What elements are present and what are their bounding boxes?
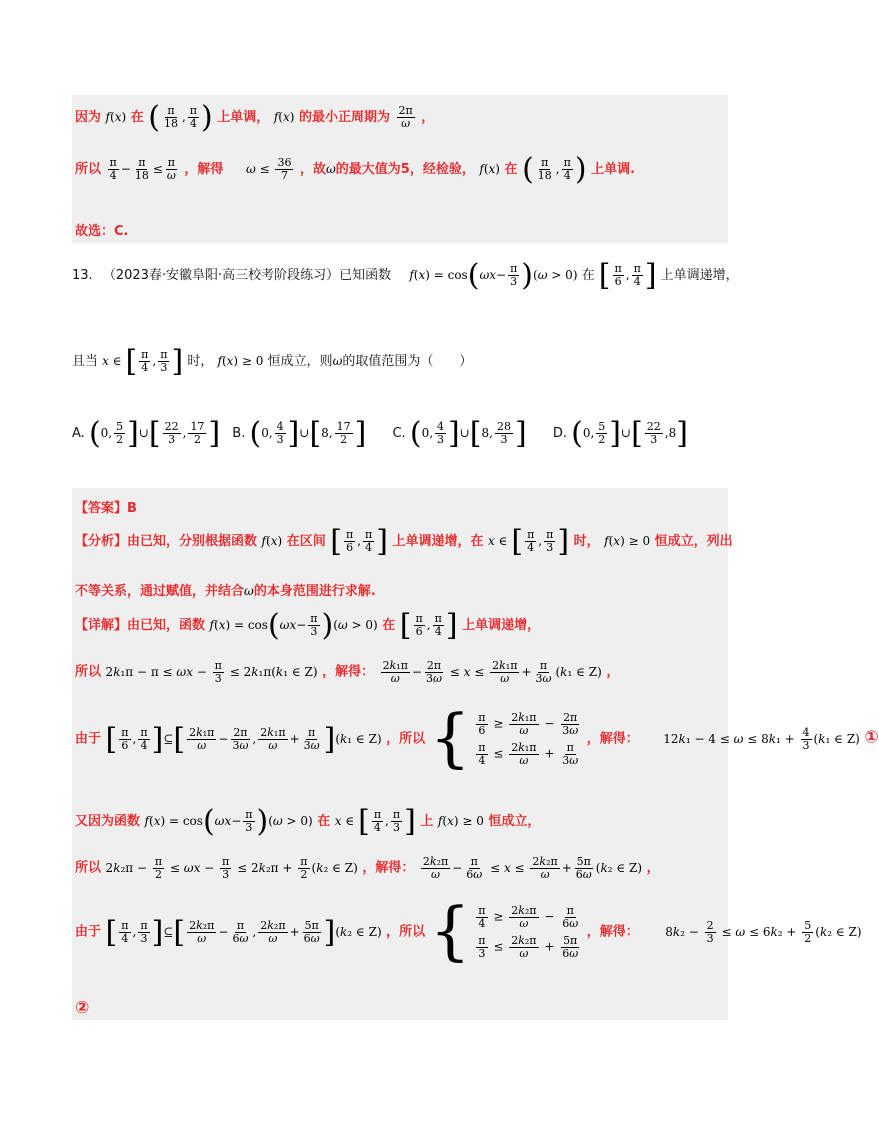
question-13-line-1: 13. （2023春·安徽阜阳·高三校考阶段练习）已知函数 f(x) = cos(ωx− $\frac{\pi}{3}$ )(ω > 0) 在 [ $\frac{\pi}{6}$ , $\frac{\pi}{4}$ ] 上单调递增， (72, 258, 739, 293)
option-a: A. (0, $\frac{5}{2}$ ]∪[ $\frac{22}{3}$ , $\frac{17}{2}$ ] (72, 416, 221, 451)
circle-2-marker: ② (75, 998, 90, 1018)
detail-line-3: 由于 [ $\frac{\pi}{6}$ , $\frac{\pi}{4}$ ]⊆[ $\frac{\text{2k₁π}}{\omega}$ − $\frac{2\pi}{3\omega}$ , $\frac{\text{2k₁π}}{\omega}$ + $\frac{\pi}{3\omega}$ ](k₁ ∈ Z) ，所以 { $\frac{\pi}{6}$ ≥ $\frac{\text{2k₁π}}{\omega}$ − $\frac{2\pi}{3\omega}$ $\frac{\pi}{4}$ ≤ $\frac{\text{2k₁π}}{\omega}$ + $\frac{\pi}{3\omega}$ ，解得： 12k₁ − 4 ≤ ω ≤ 8k₁ + $\frac{4}{3}$ (k₁ ∈ Z) ① (75, 701, 879, 776)
question-13-line-2: 且当 x ∈ [ $\frac{\pi}{4}$ , $\frac{\pi}{3}$ ] 时， f(x) ≥ 0 恒成立，则ω的取值范围为（ ） (72, 344, 473, 379)
detail-line-1: 【详解】由已知，函数 f(x) = cos(ωx− $\frac{\pi}{3}$ )(ω > 0) 在 [ $\frac{\pi}{6}$ , $\frac{\pi}{4}$ ] 上单调递增， (75, 608, 541, 643)
detail-line-5: 所以 2k₂π − $\frac{\pi}{2}$ ≤ ωx − $\frac{\pi}{3}$ ≤ 2k₂π + $\frac{\pi}{2}$ (k₂ ∈ Z) ，解得： $\frac{\text{2k₂π}}{\omega}$ − $\frac{\pi}{6\omega}$ ≤ x ≤ $\frac{\text{2k₂π}}{\omega}$ + $\frac{5\pi}{6\omega}$ (k₂ ∈ Z) ， (75, 855, 660, 881)
detail-line-2: 所以 2k₁π − π ≤ ωx − $\frac{\pi}{3}$ ≤ 2k₁π(k₁ ∈ Z) ，解得： $\frac{\text{2k₁π}}{\omega}$ − $\frac{2\pi}{3\omega}$ ≤ x ≤ $\frac{\text{2k₁π}}{\omega}$ + $\frac{\pi}{3\omega}$ (k₁ ∈ Z) ， (75, 659, 620, 685)
top-line-1: 因为 f(x) 在 ( $\frac{\pi}{18}$ , $\frac{\pi}{4}$ ) 上单调， f(x) 的最小正周期为 $\frac{2\pi}{\omega}$ ， (75, 100, 435, 135)
option-b: B. (0, $\frac{4}{3}$ ]∪[8, $\frac{17}{2}$ ] (232, 416, 367, 451)
analysis-line-2: 不等关系，通过赋值，并结合ω的本身范围进行求解. (75, 584, 376, 599)
detail-line-4: 又因为函数 f(x) = cos(ωx− $\frac{\pi}{3}$ )(ω > 0) 在 x ∈ [ $\frac{\pi}{4}$ , $\frac{\pi}{3}$ ] 上 f(x) ≥ 0 恒成立， (75, 804, 541, 839)
top-line-2: 所以 $\frac{\pi}{4}$ − $\frac{\pi}{18}$ ≤ $\frac{\pi}{\omega}$ ，解得 ω ≤ $\frac{36}{7}$ ，故ω的最大值为5，经检验， f(x) 在 ( $\frac{\pi}{18}$ , $\frac{\pi}{4}$ ) 上单调. (75, 152, 636, 187)
top-line-3: 故选：C. (75, 224, 129, 239)
analysis-line-1: 【分析】由已知，分别根据函数 f(x) 在区间 [ $\frac{\pi}{6}$ , $\frac{\pi}{4}$ ] 上单调递增，在 x ∈ [ $\frac{\pi}{4}$ , $\frac{\pi}{3}$ ] 时， f(x) ≥ 0 恒成立，列出 (75, 524, 733, 559)
option-c: C. (0, $\frac{4}{3}$ ]∪[8, $\frac{28}{3}$ ] (392, 416, 527, 451)
option-d: D. (0, $\frac{5}{2}$ ]∪[ $\frac{22}{3}$ ,8] (552, 416, 688, 451)
answer-label: 【答案】B (75, 501, 137, 516)
question-13-options (72, 416, 688, 451)
detail-line-6: 由于 [ $\frac{\pi}{4}$ , $\frac{\pi}{3}$ ]⊆[ $\frac{\text{2k₂π}}{\omega}$ − $\frac{\pi}{6\omega}$ , $\frac{\text{2k₂π}}{\omega}$ + $\frac{5\pi}{6\omega}$ ](k₂ ∈ Z) ，所以 { $\frac{\pi}{4}$ ≥ $\frac{\text{2k₂π}}{\omega}$ − $\frac{\pi}{6\omega}$ $\frac{\pi}{3}$ ≤ $\frac{\text{2k₂π}}{\omega}$ + $\frac{5\pi}{6\omega}$ ，解得： 8k₂ − $\frac{2}{3}$ ≤ ω ≤ 6k₂ + $\frac{5}{2}$ (k₂ ∈ Z) (75, 894, 862, 969)
